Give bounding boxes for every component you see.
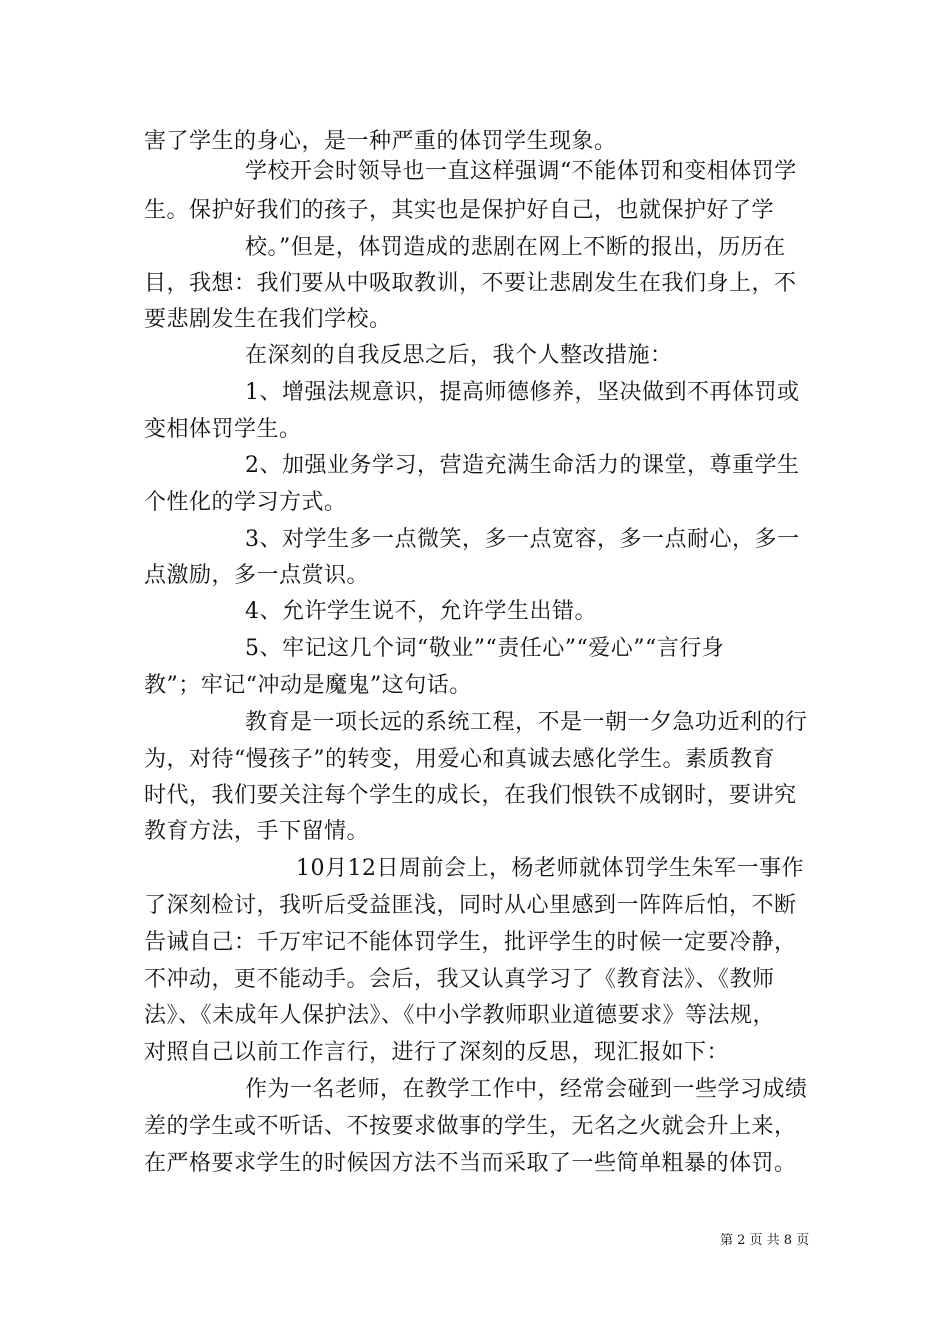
text-line: 目，我想：我们要从中吸取教训，不要让悲剧发生在我们身上，不 <box>144 271 797 296</box>
text-line: 变相体罚学生。 <box>144 417 302 442</box>
text-line: 作为一名老师，在教学工作中，经常会碰到一些学习成绩 <box>245 1077 808 1102</box>
text-line: 5、牢记这几个词“敬业”“责任心”“爱心”“言行身 <box>245 636 725 661</box>
text-line: 个性化的学习方式。 <box>144 490 347 515</box>
text-line: 在严格要求学生的时候因方法不当而采取了一些简单粗暴的体罚。 <box>144 1151 797 1176</box>
text-line: 在深刻的自我反思之后，我个人整改措施： <box>245 343 673 368</box>
text-line: 害了学生的身心，是一种严重的体罚学生现象。 <box>144 129 617 154</box>
text-line: 点激励，多一点赏识。 <box>144 563 370 588</box>
text-line: 学校开会时领导也一直这样强调“不能体罚和变相体罚学 <box>245 159 797 184</box>
text-line: 法》、《未成年人保护法》、《中小学教师职业道德要求》等法规， <box>144 1003 776 1028</box>
text-line: 教”；牢记“冲动是魔鬼”这句话。 <box>144 673 472 698</box>
text-line: 教育方法，手下留情。 <box>144 819 370 844</box>
text-line: 10月12日周前会上，杨老师就体罚学生朱军一事作 <box>296 856 804 881</box>
text-line: 要悲剧发生在我们学校。 <box>144 307 392 332</box>
text-line: 教育是一项长远的系统工程，不是一朝一夕急功近利的行 <box>245 710 808 735</box>
text-line: 3、对学生多一点微笑，多一点宽容，多一点耐心，多一 <box>245 527 800 552</box>
page-number: 第 2 页 共 8 页 <box>720 1233 810 1248</box>
text-line: 2、加强业务学习，营造充满生命活力的课堂，尊重学生 <box>245 453 800 478</box>
text-line: 为，对待“慢孩子”的转变，用爱心和真诚去感化学生。素质教育 <box>144 747 775 772</box>
text-line: 不冲动，更不能动手。会后，我又认真学习了《教育法》、《教师 <box>144 967 775 992</box>
text-line: 了深刻检讨，我听后受益匪浅，同时从心里感到一阵阵后怕，不断 <box>144 893 797 918</box>
text-line: 时代，我们要关注每个学生的成长，在我们恨铁不成钢时，要讲究 <box>144 783 797 808</box>
text-line: 告诫自己：千万牢记不能体罚学生，批评学生的时候一定要冷静， <box>144 930 797 955</box>
text-line: 校。”但是，体罚造成的悲剧在网上不断的报出，历历在 <box>245 235 786 260</box>
text-line: 4、允许学生说不，允许学生出错。 <box>245 599 597 624</box>
text-line: 生。保护好我们的孩子，其实也是保护好自己，也就保护好了学 <box>144 198 775 223</box>
text-line: 1、增强法规意识，提高师德修养，坚决做到不再体罚或 <box>245 380 800 405</box>
text-line: 差的学生或不听话、不按要求做事的学生，无名之火就会升上来， <box>144 1114 797 1139</box>
text-line: 对照自己以前工作言行，进行了深刻的反思，现汇报如下： <box>144 1040 730 1065</box>
